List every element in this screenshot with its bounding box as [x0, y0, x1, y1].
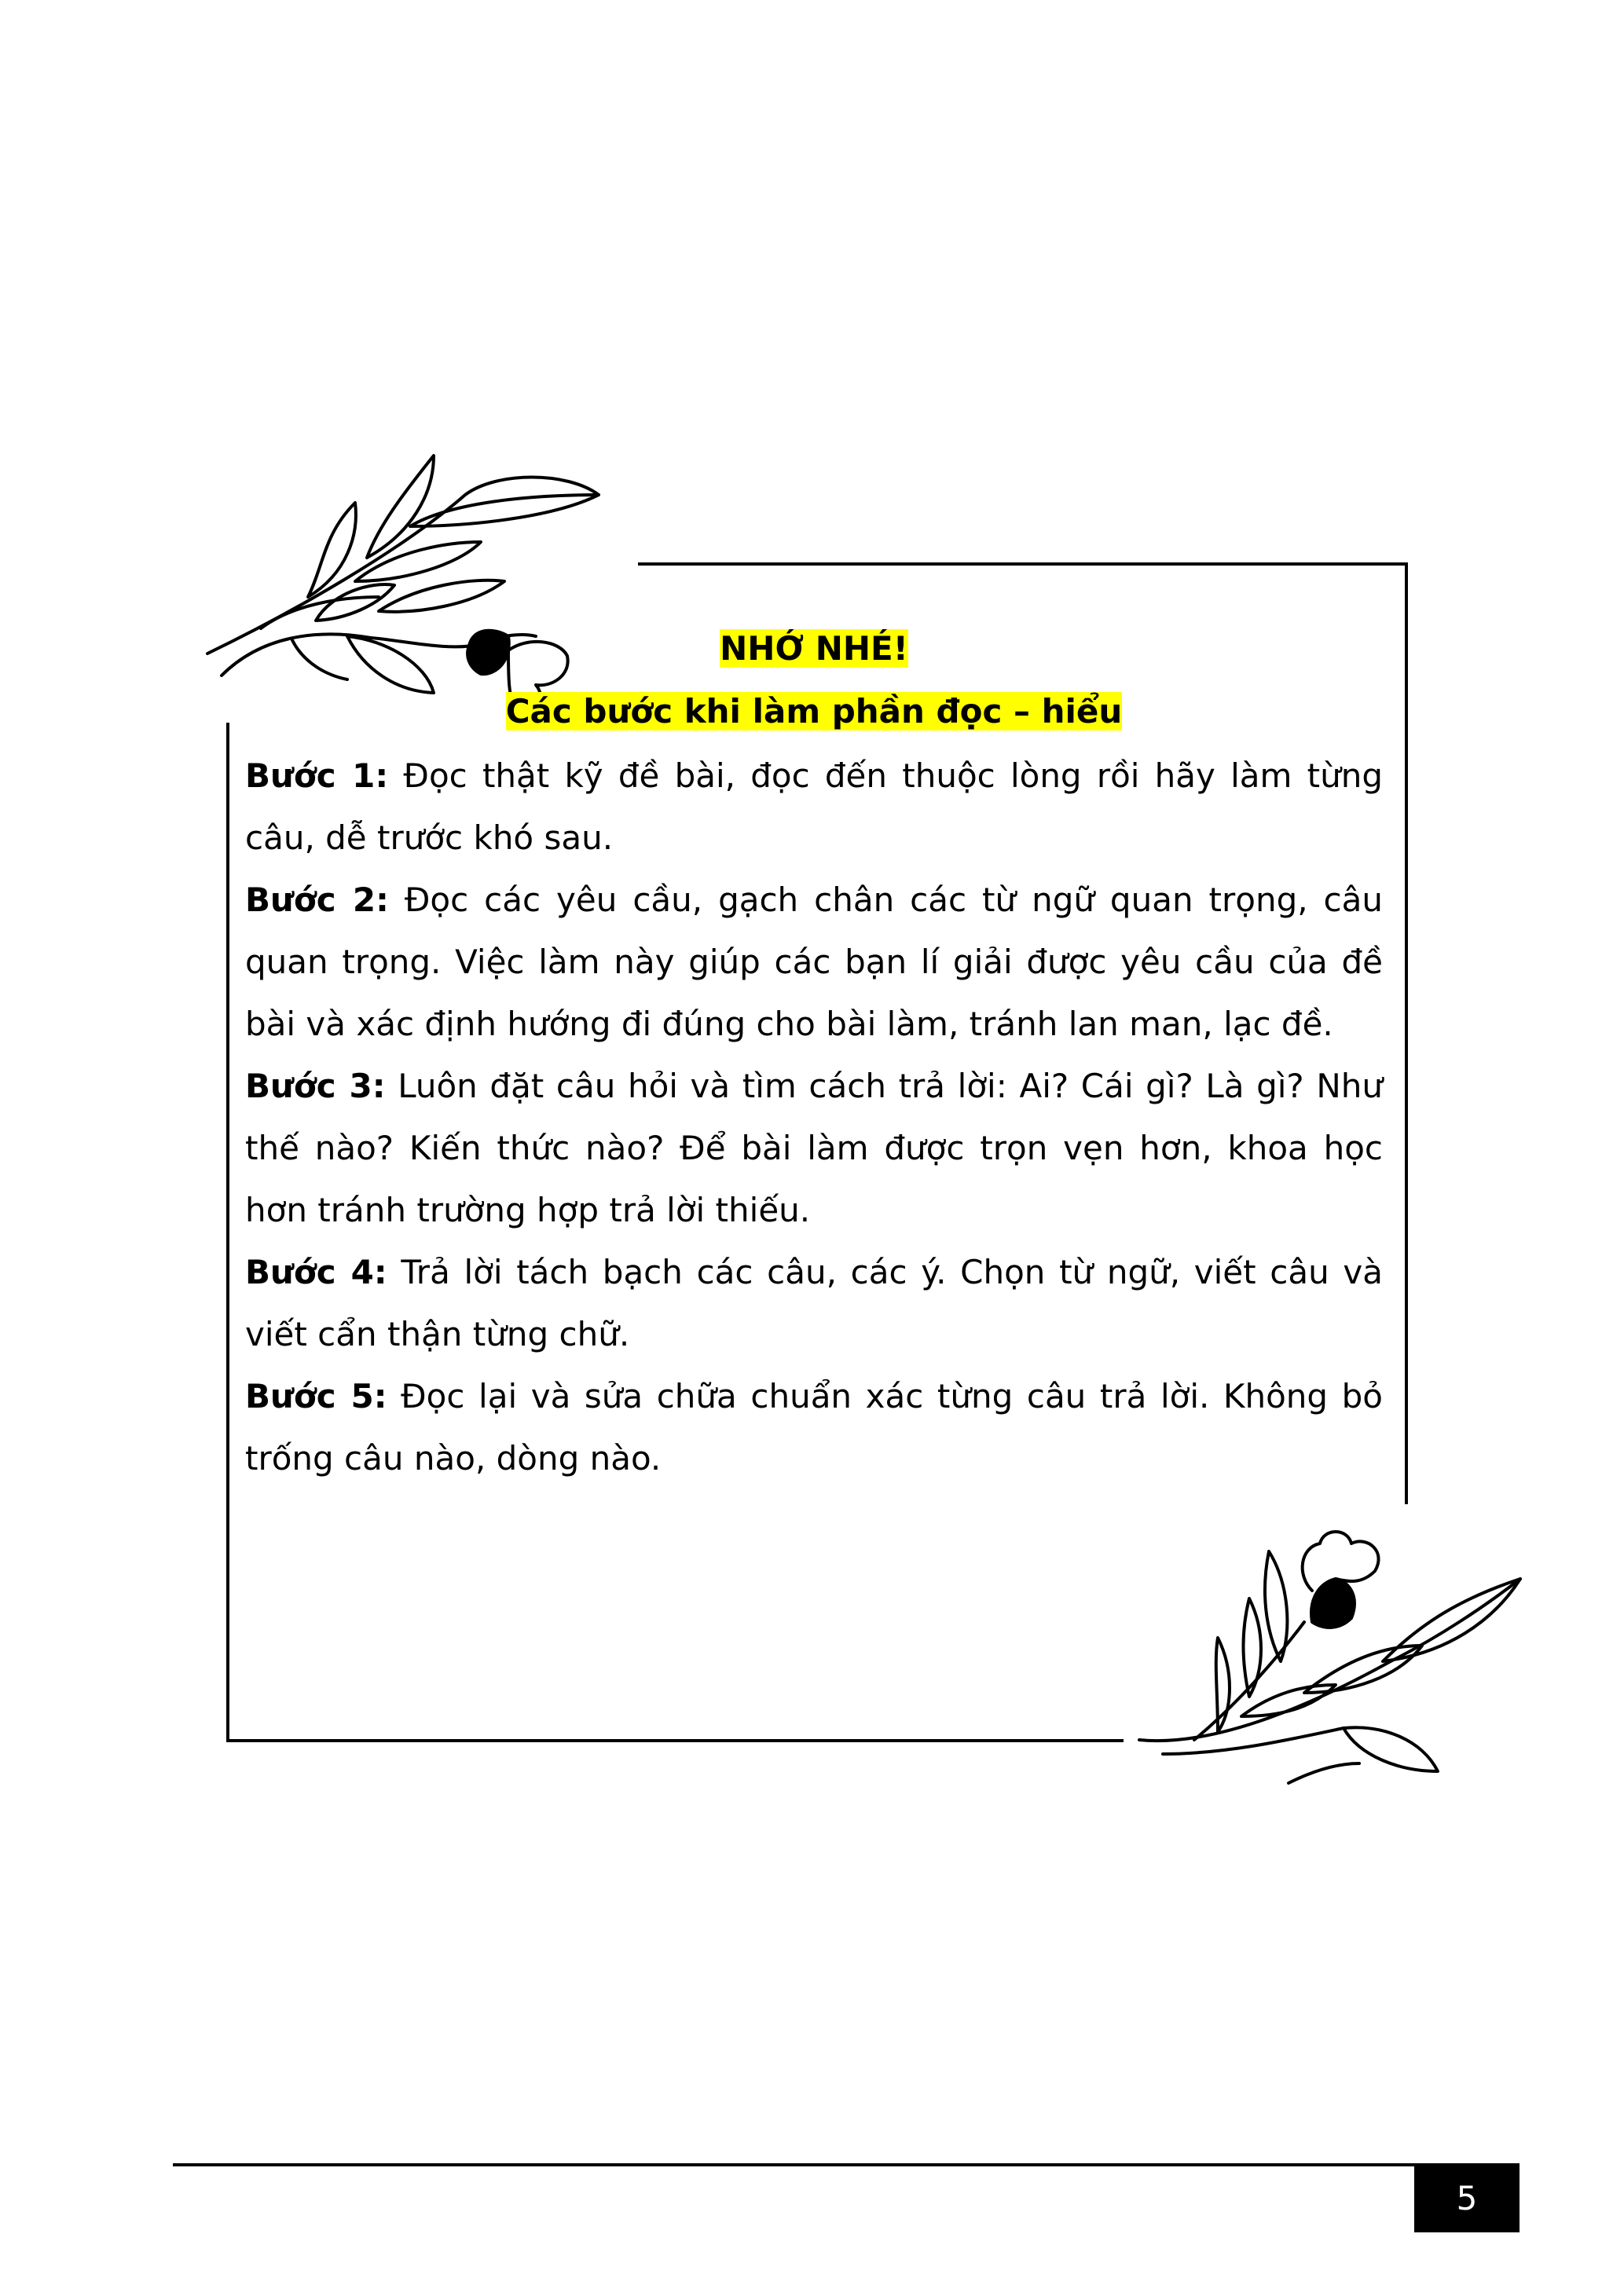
- step-text: Đọc lại và sửa chữa chuẩn xác từng câu trả lời. Không bỏ trống câu nào, dòng nào.: [245, 1377, 1383, 1478]
- step-text: Đọc các yêu cầu, gạch chân các từ ngữ quan trọng, câu quan trọng. Việc làm này giúp các bạn lí giải được yêu cầu của đề bài và xác định hướng đi đúng cho bài làm, tránh lan man, lạc đề.: [245, 881, 1383, 1043]
- floral-branch-bottom-right-icon: [1124, 1504, 1532, 1803]
- box-heading: [245, 617, 1383, 680]
- step-1: [245, 745, 1383, 869]
- footer-rule: [173, 2163, 1450, 2166]
- step-text: Luôn đặt câu hỏi và tìm cách trả lời: Ai? Cái gì? Là gì? Như thế nào? Kiến thức nào? Để bài làm được trọn vẹn hơn, khoa học hơn tránh trường hợp trả lời thiếu.: [245, 1067, 1383, 1229]
- step-text: Trả lời tách bạch các câu, các ý. Chọn từ ngữ, viết câu và viết cẩn thận từng chữ.: [245, 1253, 1383, 1353]
- step-label: Bước 2:: [245, 881, 389, 919]
- step-2: [245, 869, 1383, 1055]
- heading-line-1: NHỚ NHÉ!: [720, 629, 908, 668]
- note-box-content: [245, 617, 1383, 1489]
- step-label: Bước 4:: [245, 1253, 387, 1291]
- step-3: [245, 1055, 1383, 1241]
- page-number-box: [1414, 2163, 1520, 2232]
- step-label: Bước 5:: [245, 1377, 387, 1415]
- step-text: Đọc thật kỹ đề bài, đọc đến thuộc lòng rồi hãy làm từng câu, dễ trước khó sau.: [245, 756, 1384, 857]
- step-4: [245, 1241, 1383, 1365]
- box-subheading: [245, 680, 1383, 743]
- heading-line-2: Các bước khi làm phần đọc – hiểu: [505, 692, 1123, 731]
- step-5: [245, 1365, 1383, 1489]
- step-label: Bước 3:: [245, 1067, 386, 1105]
- step-label: Bước 1:: [245, 756, 389, 795]
- page-number: 5: [1456, 2178, 1478, 2217]
